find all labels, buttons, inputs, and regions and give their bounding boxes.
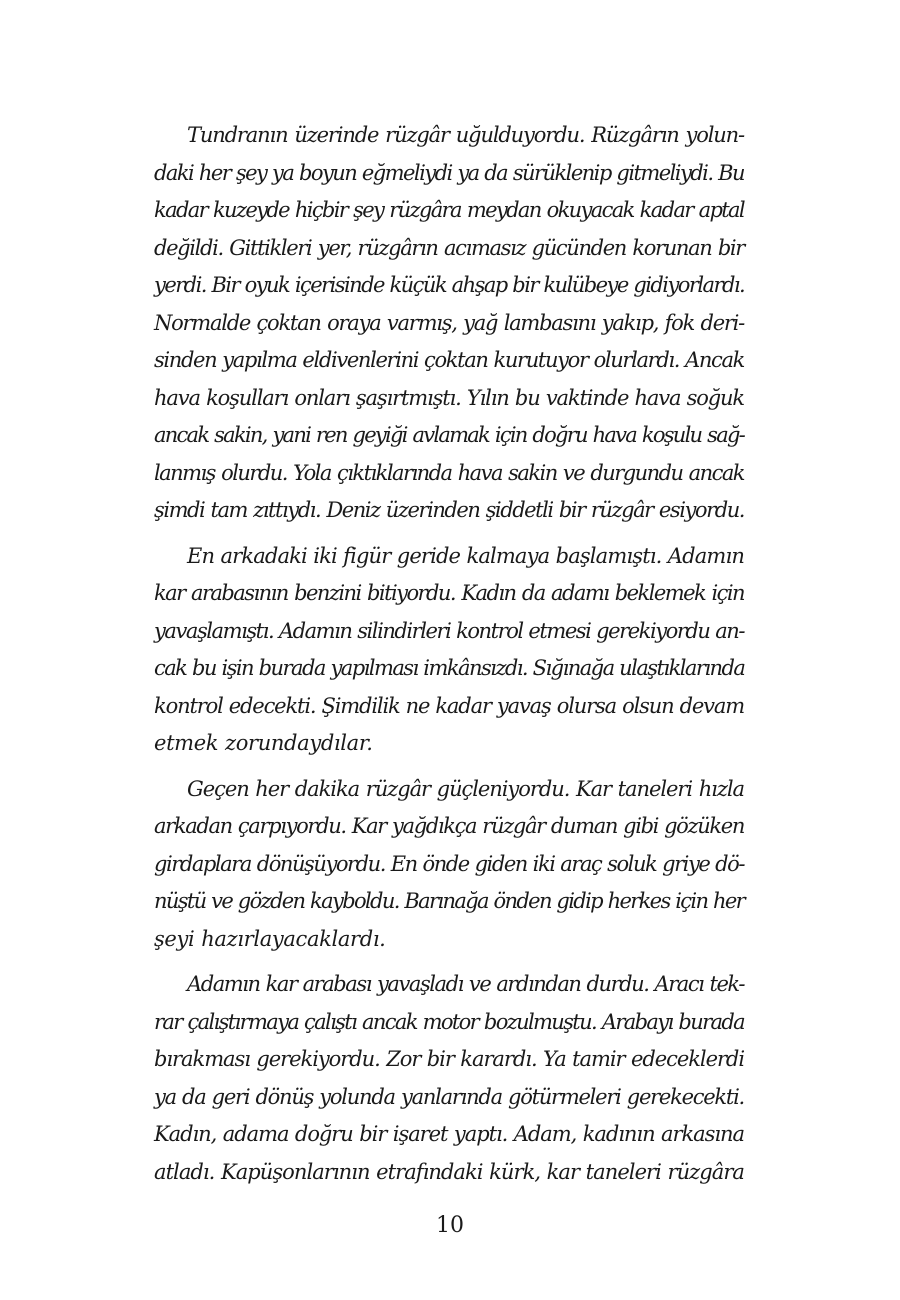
text-line: rar çalıştırmaya çalıştı ancak motor bozulmuştu. Arabayı burada bbox=[154, 1009, 744, 1034]
text-line: değildi. Gittikleri yer, rüzgârın acımasız gücünden korunan bir bbox=[154, 235, 744, 260]
text-line: En arkadaki iki figür geride kalmaya başlamıştı. Adamın bbox=[187, 543, 744, 568]
text-line: kar arabasının benzini bitiyordu. Kadın da adamı beklemek için bbox=[154, 581, 744, 605]
text-line: lanmış olurdu. Yola çıktıklarında hava sakin ve durgundu ancak bbox=[154, 460, 744, 485]
paragraph bbox=[154, 538, 744, 763]
text-line: daki her şey ya boyun eğmeliydi ya da sürüklenip gitmeliydi. Bu bbox=[154, 160, 744, 185]
text-line: kadar kuzeyde hiçbir şey rüzgâra meydan okuyacak kadar aptal bbox=[154, 198, 744, 222]
text-line: cak bu işin burada yapılması imkânsızdı. Sığınağa ulaştıklarında bbox=[154, 656, 745, 680]
text-line: hava koşulları onları şaşırtmıştı. Yılın bu vaktinde hava soğuk bbox=[154, 385, 744, 410]
text-line: sinden yapılma eldivenlerini çoktan kurutuyor olurlardı. Ancak bbox=[154, 348, 744, 372]
text-line: şimdi tam zıttıydı. Deniz üzerinden şiddetli bir rüzgâr esiyordu. bbox=[154, 498, 744, 522]
text-line: girdaplara dönüşüyordu. En önde giden iki araç soluk griye dö- bbox=[154, 851, 744, 876]
text-line: Adamın kar arabası yavaşladı ve ardından durdu. Aracı tek- bbox=[187, 972, 744, 996]
text-line: Normalde çoktan oraya varmış, yağ lambasını yakıp, fok deri- bbox=[154, 310, 744, 335]
text-line: yerdi. Bir oyuk içerisinde küçük ahşap bir kulübeye gidiyorlardı. bbox=[154, 273, 745, 297]
text-line: nüştü ve gözden kayboldu. Barınağa önden gidip herkes için her bbox=[154, 889, 744, 913]
text-line: Geçen her dakika rüzgâr güçleniyordu. Kar taneleri hızla bbox=[187, 776, 744, 801]
text-line: atladı. Kapüşonlarının etrafındaki kürk, kar taneleri rüzgâra bbox=[154, 1159, 744, 1184]
paragraph bbox=[154, 117, 744, 530]
paragraph bbox=[154, 966, 744, 1191]
text-line: ancak sakin, yani ren geyiği avlamak için doğru hava koşulu sağ- bbox=[154, 423, 744, 447]
text-line: arkadan çarpıyordu. Kar yağdıkça rüzgâr duman gibi gözüken bbox=[154, 814, 744, 838]
text-line: şeyi hazırlayacaklardı. bbox=[154, 926, 386, 951]
paragraph bbox=[154, 771, 744, 959]
body-text bbox=[154, 117, 744, 1199]
text-line: bırakması gerekiyordu. Zor bir karardı. Ya tamir edeceklerdi bbox=[154, 1047, 744, 1071]
page-number: 10 bbox=[436, 1213, 464, 1238]
text-line: kontrol edecekti. Şimdilik ne kadar yavaş olursa olsun devam bbox=[154, 693, 744, 718]
text-line: etmek zorundaydılar. bbox=[154, 731, 373, 755]
text-line: yavaşlamıştı. Adamın silindirleri kontrol etmesi gerekiyordu an- bbox=[154, 618, 744, 643]
text-line: Kadın, adama doğru bir işaret yaptı. Adam, kadının arkasına bbox=[154, 1122, 744, 1146]
text-line: Tundranın üzerinde rüzgâr uğulduyordu. Rüzgârın yolun- bbox=[187, 123, 744, 147]
text-line: ya da geri dönüş yolunda yanlarında götürmeleri gerekecekti. bbox=[154, 1084, 744, 1109]
